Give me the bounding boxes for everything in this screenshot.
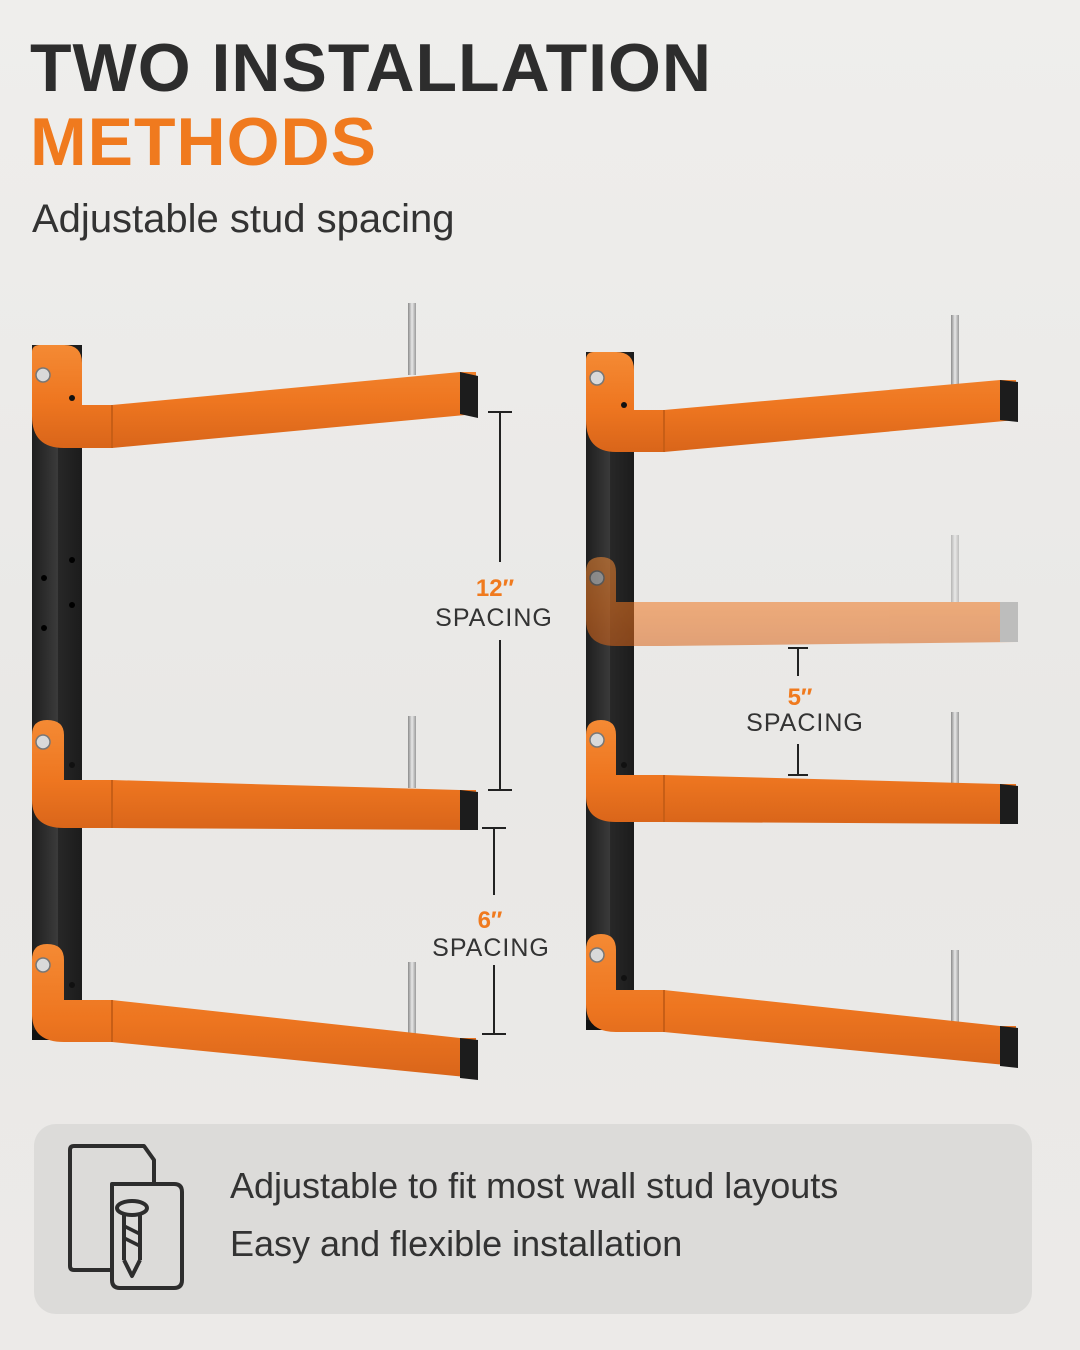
- right-rack-arm-top: [586, 315, 1018, 452]
- page-subtitle: Adjustable stud spacing: [32, 197, 455, 241]
- feature-line-1: Adjustable to fit most wall stud layouts: [230, 1165, 839, 1206]
- left-rack-arm-top: [32, 303, 478, 448]
- left-spacing-12-label: SPACING: [435, 604, 553, 632]
- right-rack-arm-optional: [586, 535, 1018, 646]
- feature-line-2: Easy and flexible installation: [230, 1223, 683, 1264]
- page-title-line2: METHODS: [30, 104, 377, 180]
- right-spacing-5-dimension: [746, 648, 864, 775]
- left-rack: [32, 303, 478, 1080]
- left-spacing-6-value: 6″: [477, 907, 503, 934]
- left-rack-arm-middle: [32, 716, 478, 830]
- right-spacing-5-value: 5″: [787, 684, 813, 711]
- left-spacing-12-value: 12″: [475, 575, 515, 602]
- right-spacing-5-label: SPACING: [746, 709, 864, 737]
- left-spacing-6-dimension: [432, 828, 550, 1034]
- stud-screw-icon: [62, 1142, 192, 1292]
- left-spacing-6-label: SPACING: [432, 934, 550, 962]
- left-rack-arm-bottom: [32, 944, 478, 1080]
- left-spacing-12-dimension: [435, 412, 553, 790]
- right-rack-arm-bottom: [586, 934, 1018, 1068]
- page-title-line1: TWO INSTALLATION: [30, 30, 713, 106]
